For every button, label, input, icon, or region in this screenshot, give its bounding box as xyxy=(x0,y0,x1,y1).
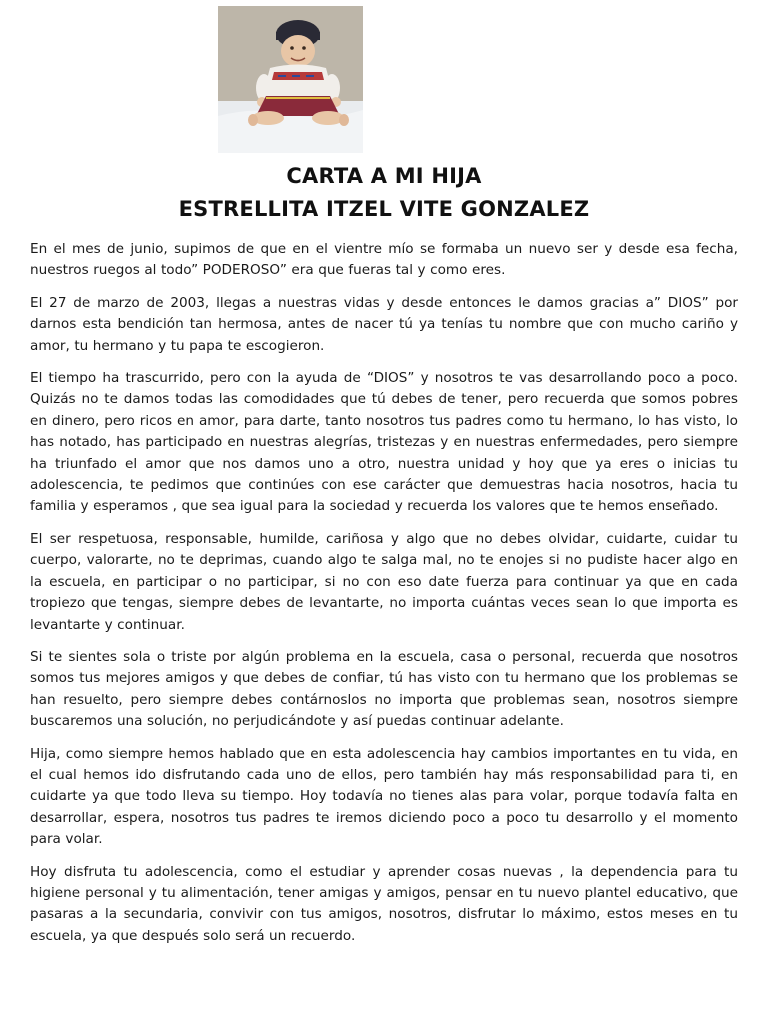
letter-body xyxy=(30,239,738,958)
paragraph-6: Hija, como siempre hemos hablado que en esta adolescencia hay cambios importantes en tu vida, en el cual hemos ido disfrutando cada uno de ellos, pero también hay más responsabilidad para ti, en cuidarte ya que todo lleva su tiempo. Hoy todavía no tienes alas para volar, porque todavía falta en desarrollar, espera, nosotros tus padres te iremos diciendo poco a poco tu desarrollo y el momento para volar. xyxy=(30,745,738,848)
paragraph-1: En el mes de junio, supimos de que en el vientre mío se formaba un nuevo ser y desde esa fecha, nuestros ruegos al todo” PODEROSO” era que fueras tal y como eres. xyxy=(30,241,738,279)
letter-title: CARTA A MI HIJA xyxy=(286,164,482,188)
letter-subtitle: ESTRELLITA ITZEL VITE GONZALEZ xyxy=(178,197,590,221)
paragraph-3: El tiempo ha trascurrido, pero con la ayuda de “DIOS” y nosotros te vas desarrollando poco a poco. Quizás no te damos todas las comodidades que tú debes de tener, pero recuerda que somos pobres en dinero, pero ricos en amor, para darte, tanto nosotros tus padres como tu hermano, lo has visto, lo has notado, has participado en nuestras alegrías, tristezas y en nuestras enfermedades, pero siempre ha triunfado el amor que nos damos uno a otro, nuestra unidad y hoy que ya eres o inicias tu adolescencia, te pedimos que continúes con ese carácter que demuestras hacia nosotros, hacia tu familia y esperamos , que sea igual para la sociedad y recuerda los valores que te hemos enseñado. xyxy=(30,370,738,515)
paragraph-7: Hoy disfruta tu adolescencia, como el estudiar y aprender cosas nuevas , la dependencia para tu higiene personal y tu alimentación, tener amigas y amigos, pensar en tu nuevo plantel educativo, que pasaras a la secundaria, convivir con tus amigos, nosotros, disfrutar lo máximo, estos meses en tu escuela, ya que después solo será un recuerdo. xyxy=(30,863,738,944)
paragraph-2: El 27 de marzo de 2003, llegas a nuestras vidas y desde entonces le damos gracias a” DIOS” por darnos esta bendición tan hermosa, antes de nacer tú ya tenías tu nombre que con mucho cariño y amor, tu hermano y tu papa te escogieron. xyxy=(30,294,738,354)
paragraph-4: El ser respetuosa, responsable, humilde, cariñosa y algo que no debes olvidar, cuidarte, cuidar tu cuerpo, valorarte, no te deprimas, cuando algo te salga mal, no te enojes si no pudiste hacer algo en la escuela, en participar o no participar, si no con eso date fuerza para continuar ya que en cada tropiezo que tengas, siempre debes de levantarte, no importa cuántas veces sean lo que importa es levantarte y continuar. xyxy=(30,530,738,633)
paragraph-5: Si te sientes sola o triste por algún problema en la escuela, casa o personal, recuerda que nosotros somos tus mejores amigos y que debes de confiar, tú has visto con tu hermano que los problemas se han resuelto, pero siempre debes contárnoslos no importa que problemas sean, nosotros siempre buscaremos una solución, no perjudicándote y así puedas continuar adelante. xyxy=(30,648,738,730)
child-photo xyxy=(218,6,363,153)
